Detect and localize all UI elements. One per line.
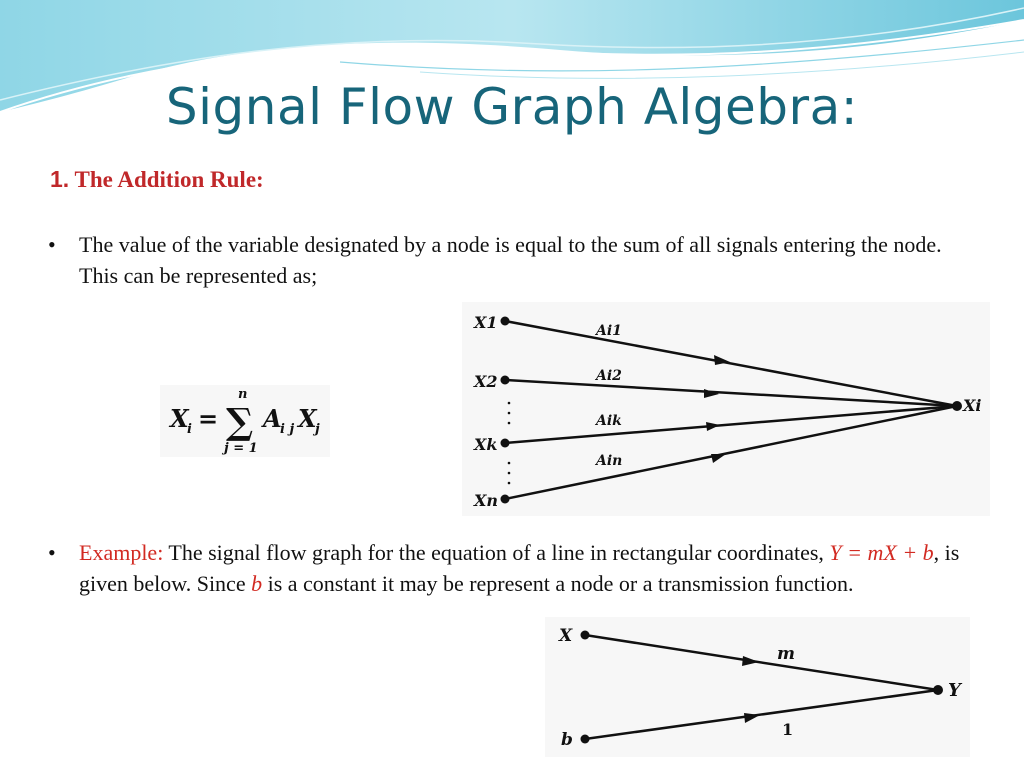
bullet-example — [48, 537, 988, 599]
bullet-text — [79, 537, 988, 599]
node-y — [933, 685, 943, 695]
formula-term: A — [263, 404, 282, 433]
summation-formula — [160, 385, 330, 457]
label-xn: Xn — [474, 491, 499, 510]
formula-lower-limit: j = 1 — [224, 441, 258, 456]
gain-m: m — [777, 644, 795, 664]
addition-rule-diagram — [462, 302, 990, 516]
bullet-marker: • — [48, 540, 56, 565]
gain-ain: Ain — [596, 453, 623, 469]
label-b: b — [561, 730, 573, 750]
node-xk — [501, 439, 510, 448]
gain-ai1: Ai1 — [596, 323, 622, 339]
node-x — [581, 631, 590, 640]
section-number: 1. — [50, 166, 70, 192]
formula-var: X — [298, 404, 317, 433]
formula-lhs: X — [170, 404, 189, 433]
label-y: Y — [948, 680, 961, 701]
label-xi: Xi — [963, 396, 982, 415]
line-equation-diagram — [545, 617, 970, 757]
arrow-2 — [704, 389, 719, 398]
node-xn — [501, 495, 510, 504]
node-x1 — [501, 317, 510, 326]
gain-ai2: Ai2 — [596, 368, 622, 384]
example-label: Example: — [79, 540, 164, 565]
example-text-part3: is a constant it may be represent a node or a transmission function. — [262, 571, 854, 596]
label-x: X — [559, 626, 573, 646]
node-xi — [952, 401, 962, 411]
formula-var-sub: j — [315, 422, 320, 437]
label-x1: X1 — [474, 313, 498, 332]
branch-b-to-y — [585, 690, 938, 739]
formula-upper-limit: n — [238, 387, 248, 402]
branch-x-to-y — [585, 635, 938, 690]
slide-title: Signal Flow Graph Algebra: — [165, 78, 859, 136]
formula-lhs-sub: i — [187, 422, 192, 437]
branch-k — [505, 406, 957, 443]
section-title: The Addition Rule: — [74, 167, 264, 192]
gain-one: 1 — [782, 720, 794, 739]
branch-n — [505, 406, 957, 499]
section-heading — [50, 166, 264, 193]
gain-aik: Aik — [596, 413, 622, 429]
example-text-part1: The signal flow graph for the equation of a line in rectangular coordinates, — [163, 540, 830, 565]
constant-b: b — [251, 571, 263, 596]
node-b — [581, 735, 590, 744]
bullet-text: The value of the variable designated by a node is equal to the sum of all signals entering the node. This can be represented as; — [79, 232, 942, 288]
line-equation: Y = mX + b — [829, 540, 934, 565]
arrow-n — [711, 454, 726, 463]
formula-sigma: ∑ — [226, 401, 254, 443]
node-x2 — [501, 376, 510, 385]
formula-equals: = — [198, 404, 219, 433]
bullet-marker: • — [48, 232, 56, 257]
formula-term-sub: i j — [280, 422, 295, 437]
label-x2: X2 — [474, 372, 498, 391]
label-xk: Xk — [474, 435, 498, 454]
bullet-addition-rule — [48, 229, 968, 291]
example-text-part2: , is given below. Since — [79, 540, 960, 596]
